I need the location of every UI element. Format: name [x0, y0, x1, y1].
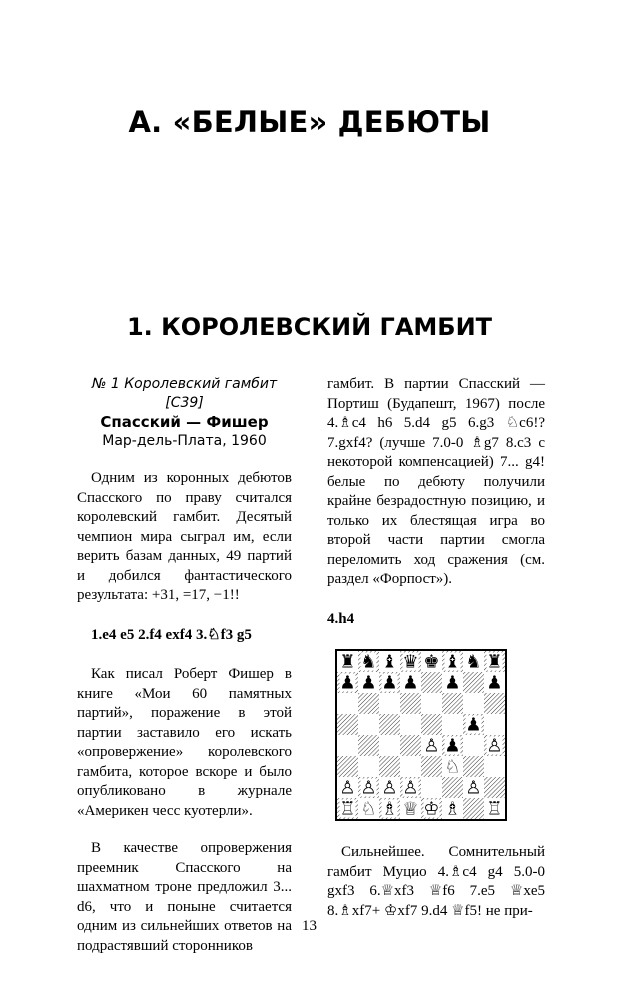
- chess-piece-d7: ♟: [402, 672, 419, 694]
- chapter-title: А. «БЕЛЫЕ» ДЕБЮТЫ: [128, 105, 491, 139]
- intro-paragraph: Одним из коронных дебютов Спасского по праву считался королевский гамбит. Десятый чемпион мира сыграл им, если верить базам данных, 49 партий и добился фантастического результата: +31, =17, −1!!: [77, 470, 292, 603]
- dark-square: [379, 756, 400, 777]
- chess-piece-d1: ♕: [402, 798, 419, 820]
- game-opening-label: № 1 Королевский гамбит [C39]: [91, 376, 278, 411]
- chess-piece-f8: ♝: [444, 651, 461, 673]
- light-square: [463, 693, 484, 714]
- chess-piece-b7: ♟: [360, 672, 377, 694]
- move-h4: 4.h4: [327, 610, 355, 627]
- light-square: [337, 735, 358, 756]
- chess-piece-f7: ♟: [444, 672, 461, 694]
- chess-piece-f4: ♟: [444, 735, 461, 757]
- dark-square: [358, 735, 379, 756]
- chess-piece-h8: ♜: [486, 651, 503, 673]
- chess-piece-a7: ♟: [339, 672, 356, 694]
- light-square: [400, 756, 421, 777]
- dark-square: [484, 693, 505, 714]
- chess-piece-g5: ♟: [465, 714, 482, 736]
- dark-square: [421, 756, 442, 777]
- dark-square: [463, 756, 484, 777]
- portisch-paragraph: гамбит. В партии Спасский — Портиш (Будапешт, 1967) после 4.♗c4 h6 5.d4 g5 6.g3 ♘c6!? 7.gxf4? (лучше 7.0-0 ♗g7 8.c3 с некоторой компенсацией) 7... g4! белые по дебюту получили крайне безрадостную позицию, и только их блестящая игра во второй части партии смогла переломить ход сражения (см. раздел «Форпост»).: [327, 376, 545, 587]
- chess-piece-g8: ♞: [465, 651, 482, 673]
- dark-square: [400, 735, 421, 756]
- dark-square: [421, 714, 442, 735]
- dark-square: [442, 777, 463, 798]
- dark-square: [484, 777, 505, 798]
- muzio-paragraph: Сильнейшее. Сомнительный гамбит Муцио 4.♗c4 g4 5.0-0 gxf3 6.♕xf3 ♕f6 7.e5 ♕xe5 8.♗xf7+ ♔xf7 9.d4 ♕f5! не при-: [327, 844, 545, 919]
- refutation-paragraph: В качестве опровержения преемник Спасского на шахматном троне предложил 3... d6, что и поныне считается одним из сильнейших ответов на подрастявший сторонников: [77, 840, 292, 954]
- chess-piece-h1: ♖: [486, 798, 503, 820]
- chess-piece-a8: ♜: [339, 651, 356, 673]
- chess-piece-e8: ♚: [423, 651, 440, 673]
- light-square: [358, 714, 379, 735]
- light-square: [421, 777, 442, 798]
- dark-square: [463, 672, 484, 693]
- dark-square: [421, 672, 442, 693]
- game-place: Мар-дель-Плата, 1960: [102, 433, 267, 449]
- chess-piece-g2: ♙: [465, 777, 482, 799]
- chess-piece-c2: ♙: [381, 777, 398, 799]
- dark-square: [379, 714, 400, 735]
- chess-piece-a1: ♖: [339, 798, 356, 820]
- light-square: [400, 714, 421, 735]
- fischer-paragraph: Как писал Роберт Фишер в книге «Мои 60 памятных партий», поражение в этой партии заставило его искать «опровержение» королевского гамбита, которое вскоре и было опубликовано в журнале «Америкен чесс куотерли».: [77, 666, 292, 819]
- game-players: Спасский — Фишер: [100, 413, 269, 431]
- chess-piece-b1: ♘: [360, 798, 377, 820]
- chess-piece-c8: ♝: [381, 651, 398, 673]
- page-number: 13: [302, 918, 317, 934]
- chess-piece-h7: ♟: [486, 672, 503, 694]
- dark-square: [337, 756, 358, 777]
- opening-moves: 1.e4 e5 2.f4 exf4 3.♘f3 g5: [91, 626, 252, 643]
- game-header: [77, 375, 292, 451]
- dark-square: [337, 714, 358, 735]
- light-square: [358, 756, 379, 777]
- chess-piece-d2: ♙: [402, 777, 419, 799]
- light-square: [379, 735, 400, 756]
- dark-square: [358, 693, 379, 714]
- chess-piece-h4: ♙: [486, 735, 503, 757]
- light-square: [463, 735, 484, 756]
- section-title: 1. КОРОЛЕВСКИЙ ГАМБИТ: [126, 313, 493, 341]
- dark-square: [400, 693, 421, 714]
- light-square: [484, 756, 505, 777]
- chess-piece-d8: ♛: [402, 651, 419, 673]
- chess-piece-f3: ♘: [444, 756, 461, 778]
- chess-piece-b8: ♞: [360, 651, 377, 673]
- chess-piece-c7: ♟: [381, 672, 398, 694]
- dark-square: [463, 798, 484, 819]
- left-column: [77, 375, 292, 956]
- light-square: [442, 714, 463, 735]
- light-square: [484, 714, 505, 735]
- chess-piece-c1: ♗: [381, 798, 398, 820]
- chess-diagram: [335, 649, 537, 821]
- right-column: [327, 375, 545, 921]
- chess-piece-e4: ♙: [423, 735, 440, 757]
- light-square: [337, 693, 358, 714]
- chess-board: [335, 649, 507, 821]
- light-square: [421, 693, 442, 714]
- chess-piece-e1: ♔: [423, 798, 440, 820]
- chess-piece-b2: ♙: [360, 777, 377, 799]
- chess-piece-a2: ♙: [339, 777, 356, 799]
- dark-square: [442, 693, 463, 714]
- light-square: [379, 693, 400, 714]
- chess-piece-f1: ♗: [444, 798, 461, 820]
